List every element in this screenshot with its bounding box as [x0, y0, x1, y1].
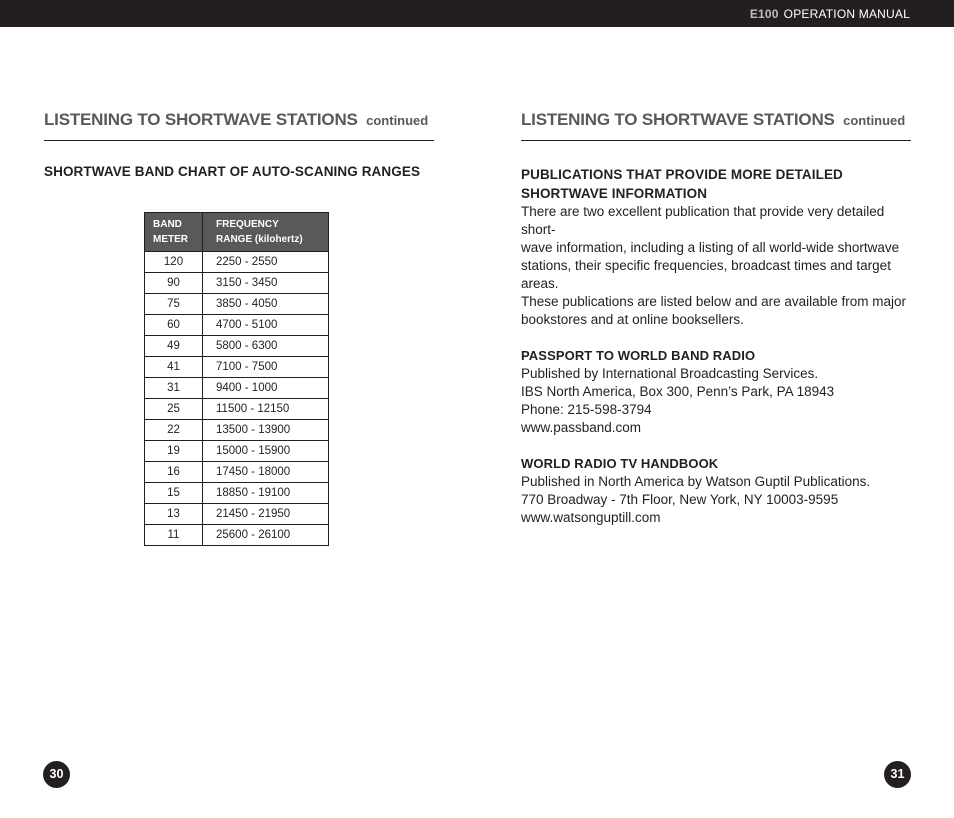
section-title: LISTENING TO SHORTWAVE STATIONS	[521, 110, 835, 129]
band-meter-cell: 75	[145, 294, 203, 315]
table-row	[145, 399, 329, 420]
address-line: IBS North America, Box 300, Penn’s Park, PA 18943	[521, 384, 835, 399]
band-meter-cell: 13	[145, 504, 203, 525]
heading-line: SHORTWAVE INFORMATION	[521, 186, 708, 201]
band-meter-cell: 41	[145, 357, 203, 378]
phone-line: Phone: 215-598-3794	[521, 402, 652, 417]
address-line: 770 Broadway - 7th Floor, New York, NY 10003-9595	[521, 492, 839, 507]
continued-label: continued	[843, 113, 906, 128]
publisher-line: Published in North America by Watson Guptil Publications.	[521, 474, 871, 489]
band-meter-cell: 120	[145, 252, 203, 273]
table-row	[145, 252, 329, 273]
publications-heading	[521, 165, 901, 203]
frequency-range-header	[203, 213, 329, 252]
right-section-heading	[521, 110, 911, 141]
paragraph-line: stations, their specific frequencies, broadcast times and target areas.	[521, 258, 891, 291]
band-meter-cell: 25	[145, 399, 203, 420]
frequency-range-cell: 9400 - 1000	[203, 378, 329, 399]
band-chart-table	[144, 212, 329, 546]
header-line: METER	[153, 234, 188, 245]
frequency-range-cell: 15000 - 15900	[203, 441, 329, 462]
table-row	[145, 357, 329, 378]
website-line: www.passband.com	[521, 420, 642, 435]
table-row	[145, 441, 329, 462]
frequency-range-cell: 21450 - 21950	[203, 504, 329, 525]
frequency-range-cell: 11500 - 12150	[203, 399, 329, 420]
frequency-range-cell: 2250 - 2550	[203, 252, 329, 273]
band-meter-cell: 19	[145, 441, 203, 462]
band-meter-cell: 16	[145, 462, 203, 483]
handbook-heading: WORLD RADIO TV HANDBOOK	[521, 456, 719, 471]
table-row	[145, 294, 329, 315]
paragraph-line: These publications are listed below and are available from major	[521, 294, 906, 309]
frequency-range-cell: 3150 - 3450	[203, 273, 329, 294]
manual-title: OPERATION MANUAL	[783, 7, 910, 21]
table-row	[145, 273, 329, 294]
chart-heading: SHORTWAVE BAND CHART OF AUTO-SCANING RANGES	[44, 164, 421, 179]
table-row	[145, 315, 329, 336]
passport-block	[521, 347, 911, 437]
table-row	[145, 483, 329, 504]
handbook-block	[521, 455, 911, 527]
page-number-right: 31	[884, 761, 911, 788]
paragraph-line: There are two excellent publication that provide very detailed short-	[521, 204, 885, 237]
passport-heading: PASSPORT TO WORLD BAND RADIO	[521, 348, 756, 363]
band-meter-cell: 90	[145, 273, 203, 294]
table-row	[145, 525, 329, 546]
publisher-line: Published by International Broadcasting Services.	[521, 366, 819, 381]
frequency-range-cell: 25600 - 26100	[203, 525, 329, 546]
header-line: RANGE (kilohertz)	[216, 234, 303, 245]
band-meter-cell: 22	[145, 420, 203, 441]
header-line: FREQUENCY	[216, 219, 279, 230]
right-page	[521, 110, 911, 527]
continued-label: continued	[366, 113, 429, 128]
table-row	[145, 420, 329, 441]
paragraph-line: bookstores and at online booksellers.	[521, 312, 744, 327]
band-meter-cell: 60	[145, 315, 203, 336]
table-row	[145, 462, 329, 483]
table-row	[145, 378, 329, 399]
model-name: E100	[749, 7, 779, 21]
table-row	[145, 336, 329, 357]
section-title: LISTENING TO SHORTWAVE STATIONS	[44, 110, 358, 129]
paragraph-line: wave information, including a listing of all world-wide shortwave	[521, 240, 900, 255]
website-line: www.watsonguptill.com	[521, 510, 661, 525]
header-bar	[0, 0, 954, 27]
band-meter-cell: 49	[145, 336, 203, 357]
heading-line: PUBLICATIONS THAT PROVIDE MORE DETAILED	[521, 167, 843, 182]
frequency-range-cell: 7100 - 7500	[203, 357, 329, 378]
header-label	[750, 7, 910, 21]
frequency-range-cell: 3850 - 4050	[203, 294, 329, 315]
frequency-range-cell: 17450 - 18000	[203, 462, 329, 483]
band-meter-cell: 15	[145, 483, 203, 504]
table-header-row	[145, 213, 329, 252]
band-meter-cell: 11	[145, 525, 203, 546]
left-page	[44, 110, 434, 179]
band-meter-cell: 31	[145, 378, 203, 399]
header-line: BAND	[153, 219, 182, 230]
frequency-range-cell: 4700 - 5100	[203, 315, 329, 336]
table-row	[145, 504, 329, 525]
left-section-heading	[44, 110, 434, 141]
frequency-range-cell: 5800 - 6300	[203, 336, 329, 357]
page-number-left: 30	[43, 761, 70, 788]
frequency-range-cell: 13500 - 13900	[203, 420, 329, 441]
frequency-range-cell: 18850 - 19100	[203, 483, 329, 504]
band-meter-header	[145, 213, 203, 252]
intro-paragraph	[521, 203, 911, 329]
